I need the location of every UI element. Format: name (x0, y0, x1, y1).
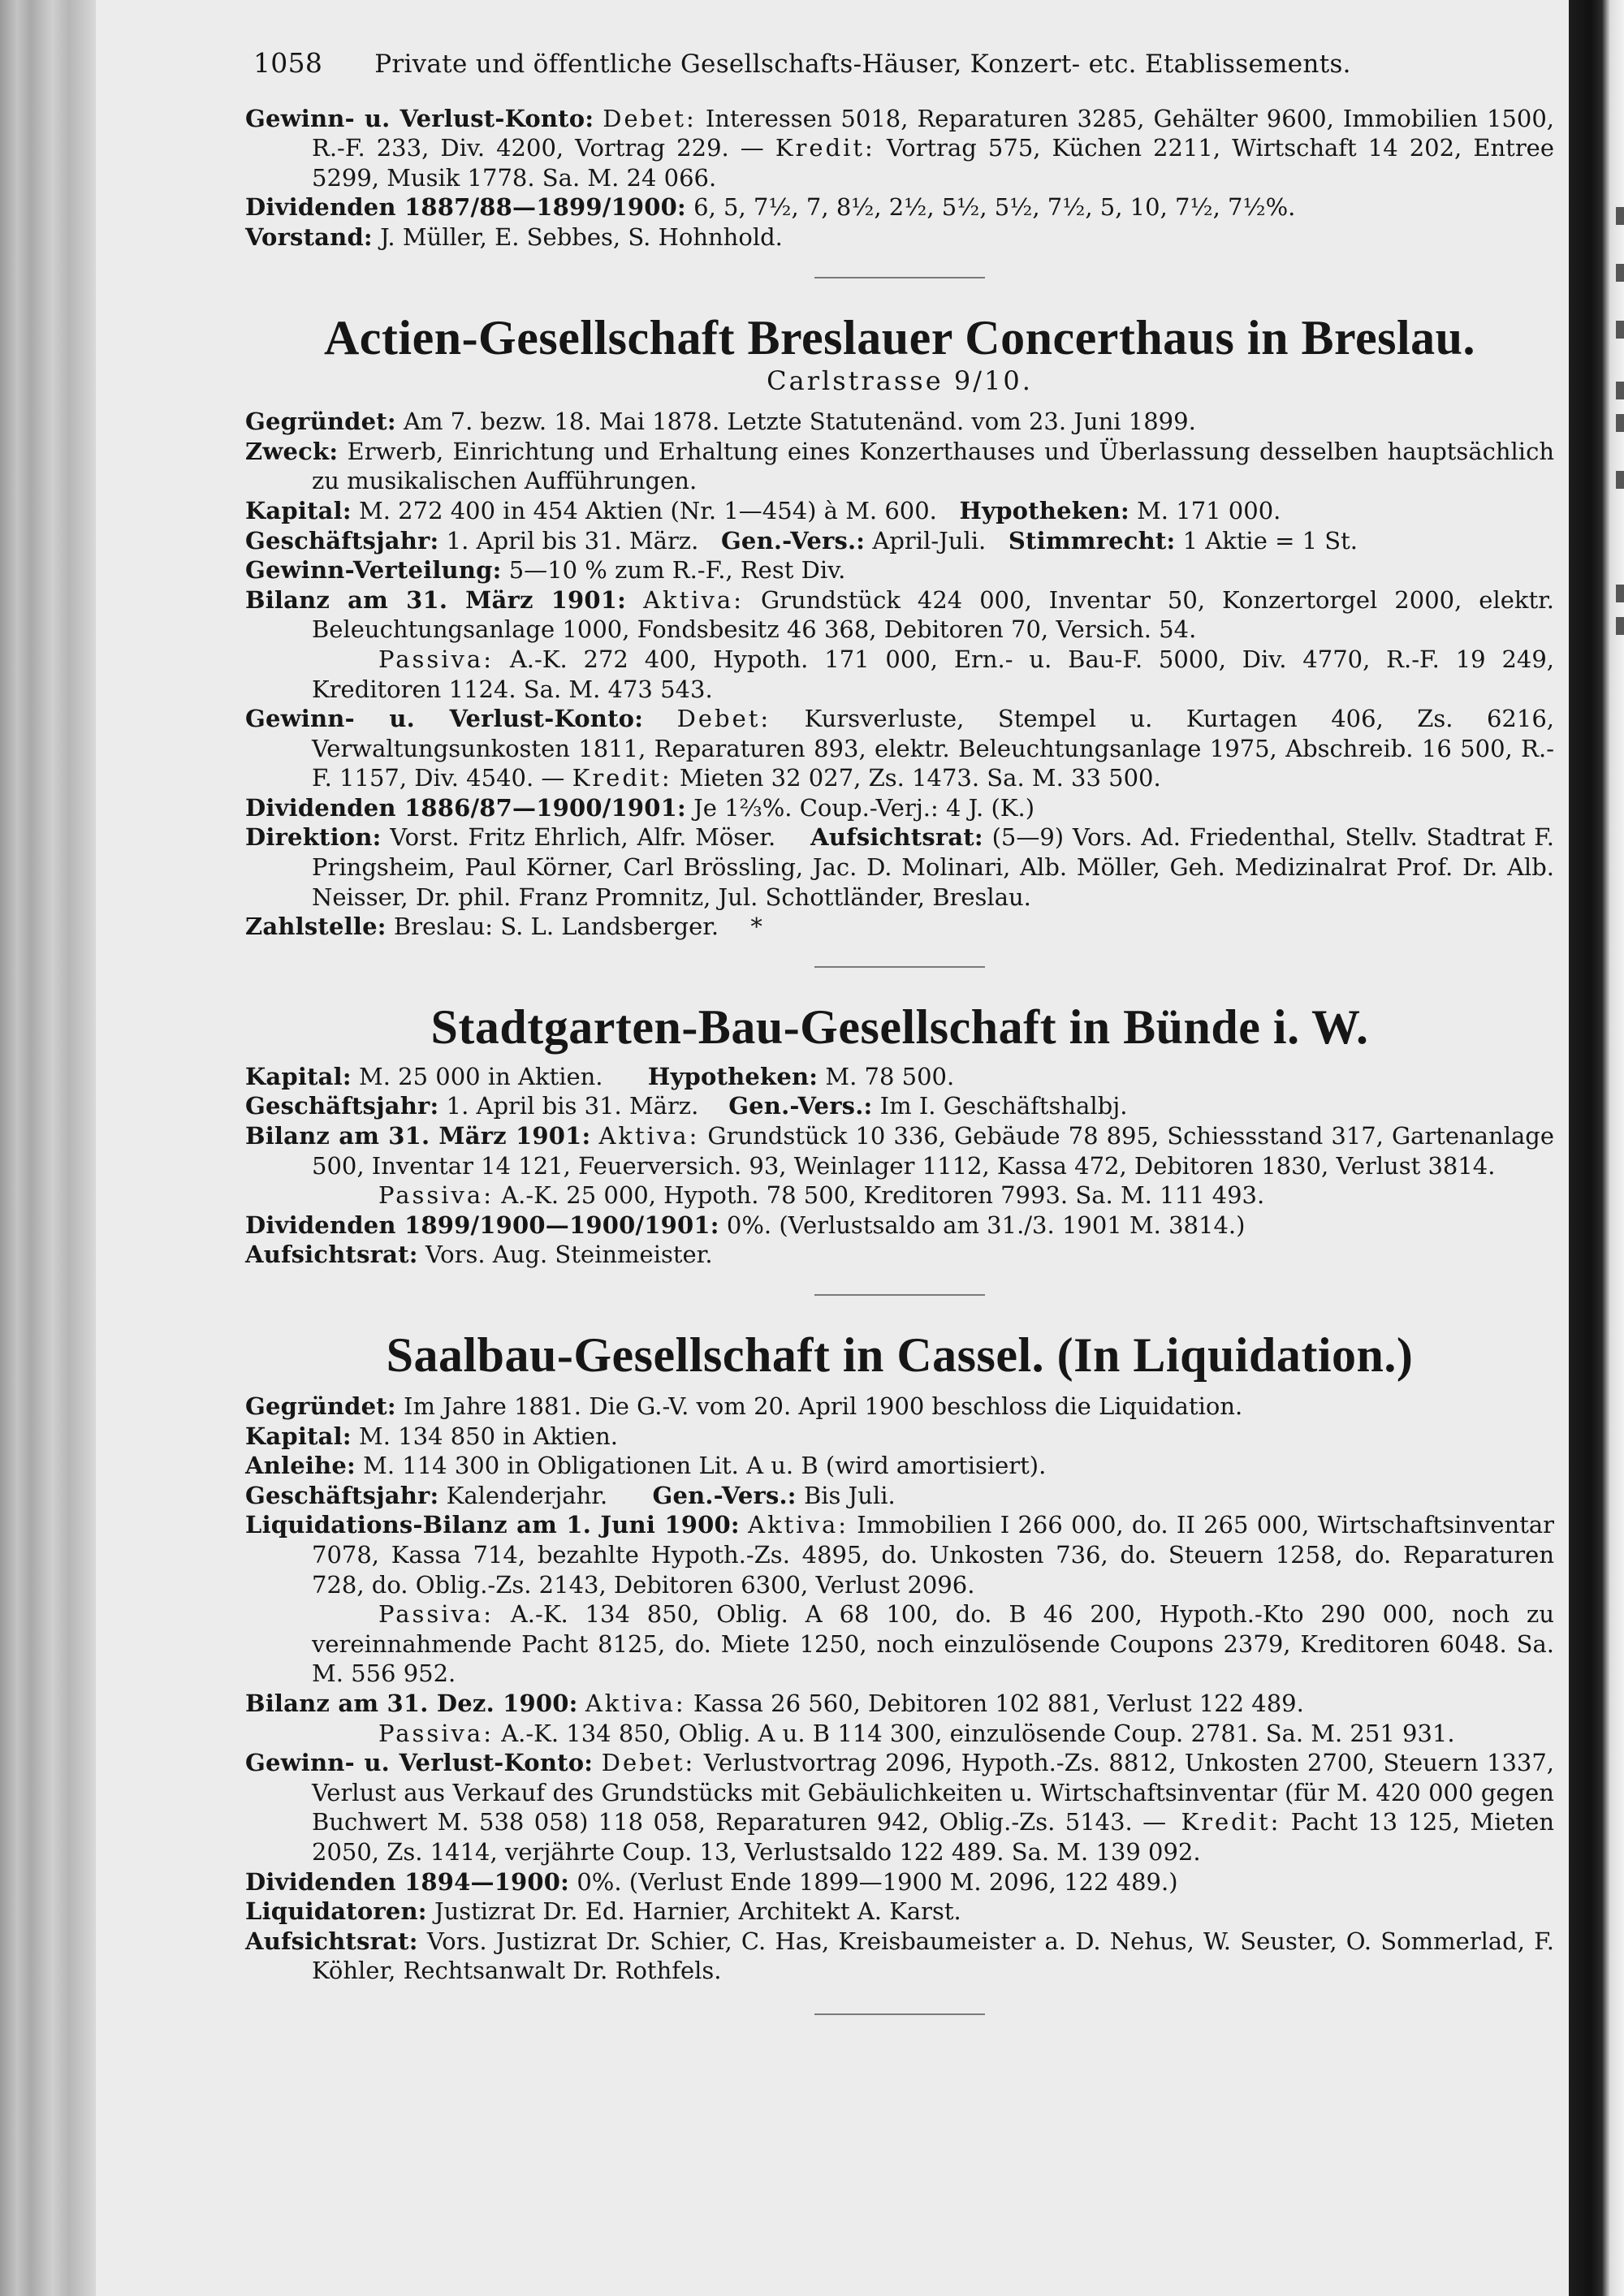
aufsichtsrat: Aufsichtsrat: Vors. Aug. Steinmeister. (245, 1241, 713, 1269)
bilanz: Bilanz am 31. März 1901: Aktiva: Grundstück 10 336, Gebäude 78 895, Schiessstand 317, Gartenanlage 500, Inventar 14 121, Feuerversich. 93, Weinlager 1112, Kassa 472, Debitoren 1830, Verlust 3814. (245, 1122, 1555, 1180)
liquidations-bilanz: Liquidations-Bilanz am 1. Juni 1900: Aktiva: Immobilien I 266 000, do. II 265 000, Wirtschaftsinventar 7078, Kassa 714, bezahlte Hypoth.-Zs. 4895, do. Unkosten 736, do. Steuern 1258, do. Reparaturen 728, do. Oblig.-Zs. 2143, Debitoren 6300, Verlust 2096. (245, 1511, 1555, 1599)
dividenden: Dividenden 1894—1900: 0%. (Verlust Ende 1899—1900 M. 2096, 122 489.) (245, 1867, 1178, 1896)
facing-page-marks (1616, 0, 1624, 2296)
section-divider (814, 2013, 985, 2015)
zahlstelle: Zahlstelle: Breslau: S. L. Landsberger. * (245, 913, 762, 941)
gewinn-verlust-konto: Gewinn- u. Verlust-Konto: Debet: Kursverluste, Stempel u. Kurtagen 406, Zs. 6216, Verwaltungsunkosten 1811, Reparaturen 893, elektr. Beleuchtungsanlage 1975, Abschreib. 16 500, R.-F. 1157, Div. 4540. — Kredit: Mieten 32 027, Zs. 1473. Sa. M. 33 500. (245, 705, 1554, 792)
bilanz: Bilanz am 31. Dez. 1900: Aktiva: Kassa 26 560, Debitoren 102 881, Verlust 122 489. (245, 1689, 1304, 1717)
direktion-aufsichtsrat: Direktion: Vorst. Fritz Ehrlich, Alfr. Möser. Aufsichtsrat: (5—9) Vors. Ad. Friedenthal, Stellv. Stadtrat F. Pringsheim, Paul Körner, Carl Brössling, Jac. D. Molinari, Alb. Möller, Geh. Medizinalrat Prof. Dr. Alb. Neisser, Dr. phil. Franz Promnitz, Jul. Schottländer, Breslau. (245, 823, 1554, 911)
running-head (245, 49, 1554, 80)
company-title: Saalbau-Gesellschaft in Cassel. (In Liquidation.) (386, 1328, 1414, 1382)
liquidations-passiva: Passiva: A.-K. 134 850, Oblig. A 68 100, do. B 46 200, Hypoth.-Kto 290 000, noch zu vereinnahmende Pacht 8125, do. Miete 1250, noch einzulösende Coupons 2379, Kreditoren 6048. Sa. M. 556 952. (312, 1600, 1554, 1688)
gegruendet: Gegründet: Im Jahre 1881. Die G.-V. vom 20. April 1900 beschloss die Liquidation. (245, 1392, 1243, 1420)
bilanz-passiva: Passiva: A.-K. 25 000, Hypoth. 78 500, Kreditoren 7993. Sa. M. 111 493. (378, 1181, 1265, 1210)
gegruendet: Gegründet: Am 7. bezw. 18. Mai 1878. Letzte Statutenänd. vom 23. Juni 1899. (245, 408, 1196, 436)
section-divider (814, 1294, 985, 1296)
anleihe: Anleihe: M. 114 300 in Obligationen Lit. A u. B (wird amortisiert). (245, 1452, 1047, 1480)
page-number: 1058 (253, 47, 323, 79)
geschaeftsjahr: Geschäftsjahr: 1. April bis 31. März. Gen.-Vers.: April-Juli. Stimmrecht: 1 Aktie = 1 St. (245, 526, 1358, 555)
entry-stadtgarten-bau (245, 999, 1554, 1270)
scan-edge-left (0, 0, 96, 2296)
bilanz-passiva: Passiva: A.-K. 272 400, Hypoth. 171 000, Ern.- u. Bau-F. 5000, Div. 4770, R.-F. 19 249, Kreditoren 1124. Sa. M. 473 543. (312, 645, 1555, 703)
section-divider (814, 277, 985, 278)
liquidatoren: Liquidatoren: Justizrat Dr. Ed. Harnier, Architekt A. Karst. (245, 1897, 961, 1926)
page-content (245, 49, 1554, 2023)
gewinn-verteilung: Gewinn-Verteilung: 5—10 % zum R.-F., Rest Div. (245, 556, 846, 585)
geschaeftsjahr: Geschäftsjahr: Kalenderjahr. Gen.-Vers.: Bis Juli. (245, 1481, 896, 1509)
running-head-title: Private und öffentliche Gesellschafts-Häuser, Konzert- etc. Etablissements. (374, 50, 1351, 79)
vorstand: Vorstand: J. Müller, E. Sebbes, S. Hohnhold. (245, 222, 783, 251)
company-address: Carlstrasse 9/10. (767, 365, 1033, 396)
bilanz-passiva: Passiva: A.-K. 134 850, Oblig. A u. B 114 300, einzulösende Coup. 2781. Sa. M. 251 931. (378, 1719, 1455, 1747)
kapital: Kapital: M. 134 850 in Aktien. (245, 1422, 618, 1450)
dividenden: Dividenden 1886/87—1900/1901: Je 1⅔%. Coup.-Verj.: 4 J. (K.) (245, 793, 1035, 822)
geschaeftsjahr: Geschäftsjahr: 1. April bis 31. März. Gen.-Vers.: Im I. Geschäftshalbj. (245, 1092, 1128, 1120)
zweck: Zweck: Erwerb, Einrichtung und Erhaltung eines Konzerthauses und Überlassung desselben hauptsächlich zu musikalischen Aufführungen. (245, 437, 1554, 495)
gewinn-verlust-konto: Gewinn- u. Verlust-Konto: Debet: Verlustvortrag 2096, Hypoth.-Zs. 8812, Unkosten 2700, Steuern 1337, Verlust aus Verkauf des Grundstücks mit Gebäulichkeiten u. Wirtschaftsinventar (für M. 420 000 gegen Buchwert M. 538 058) 118 058, Reparaturen 942, Oblig.-Zs. 5143. — Kredit: Pacht 13 125, Mieten 2050, Zs. 1414, verjährte Coup. 13, Verlustsaldo 122 489. Sa. M. 139 092. (245, 1749, 1555, 1866)
bilanz: Bilanz am 31. März 1901: Aktiva: Grundstück 424 000, Inventar 50, Konzertorgel 2000, elektr. Beleuchtungsanlage 1000, Fondsbesitz 46 368, Debitoren 70, Versich. 54. (245, 585, 1555, 644)
company-title: Stadtgarten-Bau-Gesellschaft in Bünde i. W. (430, 999, 1369, 1054)
company-title: Actien-Gesellschaft Breslauer Concerthaus in Breslau. (323, 310, 1476, 365)
gewinn-verlust-konto: Gewinn- u. Verlust-Konto: Debet: Interessen 5018, Reparaturen 3285, Gehälter 9600, Immobilien 1500, R.-F. 233, Div. 4200, Vortrag 229. — Kredit: Vortrag 575, Küchen 2211, Wirtschaft 14 202, Entree 5299, Musik 1778. Sa. M. 24 066. (245, 104, 1555, 192)
aufsichtsrat: Aufsichtsrat: Vors. Justizrat Dr. Schier, C. Has, Kreisbaumeister a. D. Nehus, W. Seuster, O. Sommerlad, F. Köhler, Rechtsanwalt Dr. Rothfels. (245, 1927, 1554, 1985)
kapital: Kapital: M. 272 400 in 454 Aktien (Nr. 1—454) à M. 600. Hypotheken: M. 171 000. (245, 496, 1281, 524)
section-divider (814, 966, 985, 968)
entry-continued (245, 104, 1554, 252)
entry-saalbau-cassel (245, 1327, 1554, 1986)
dividenden: Dividenden 1887/88—1899/1900: 6, 5, 7½, 7, 8½, 2½, 5½, 5½, 7½, 5, 10, 7½, 7½%. (245, 193, 1296, 222)
dividenden: Dividenden 1899/1900—1900/1901: 0%. (Verlustsaldo am 31./3. 1901 M. 3814.) (245, 1211, 1246, 1239)
footnote-star: * (750, 913, 762, 941)
entry-breslauer-concerthaus (245, 309, 1554, 942)
kapital: Kapital: M. 25 000 in Aktien. Hypotheken: M. 78 500. (245, 1062, 955, 1090)
